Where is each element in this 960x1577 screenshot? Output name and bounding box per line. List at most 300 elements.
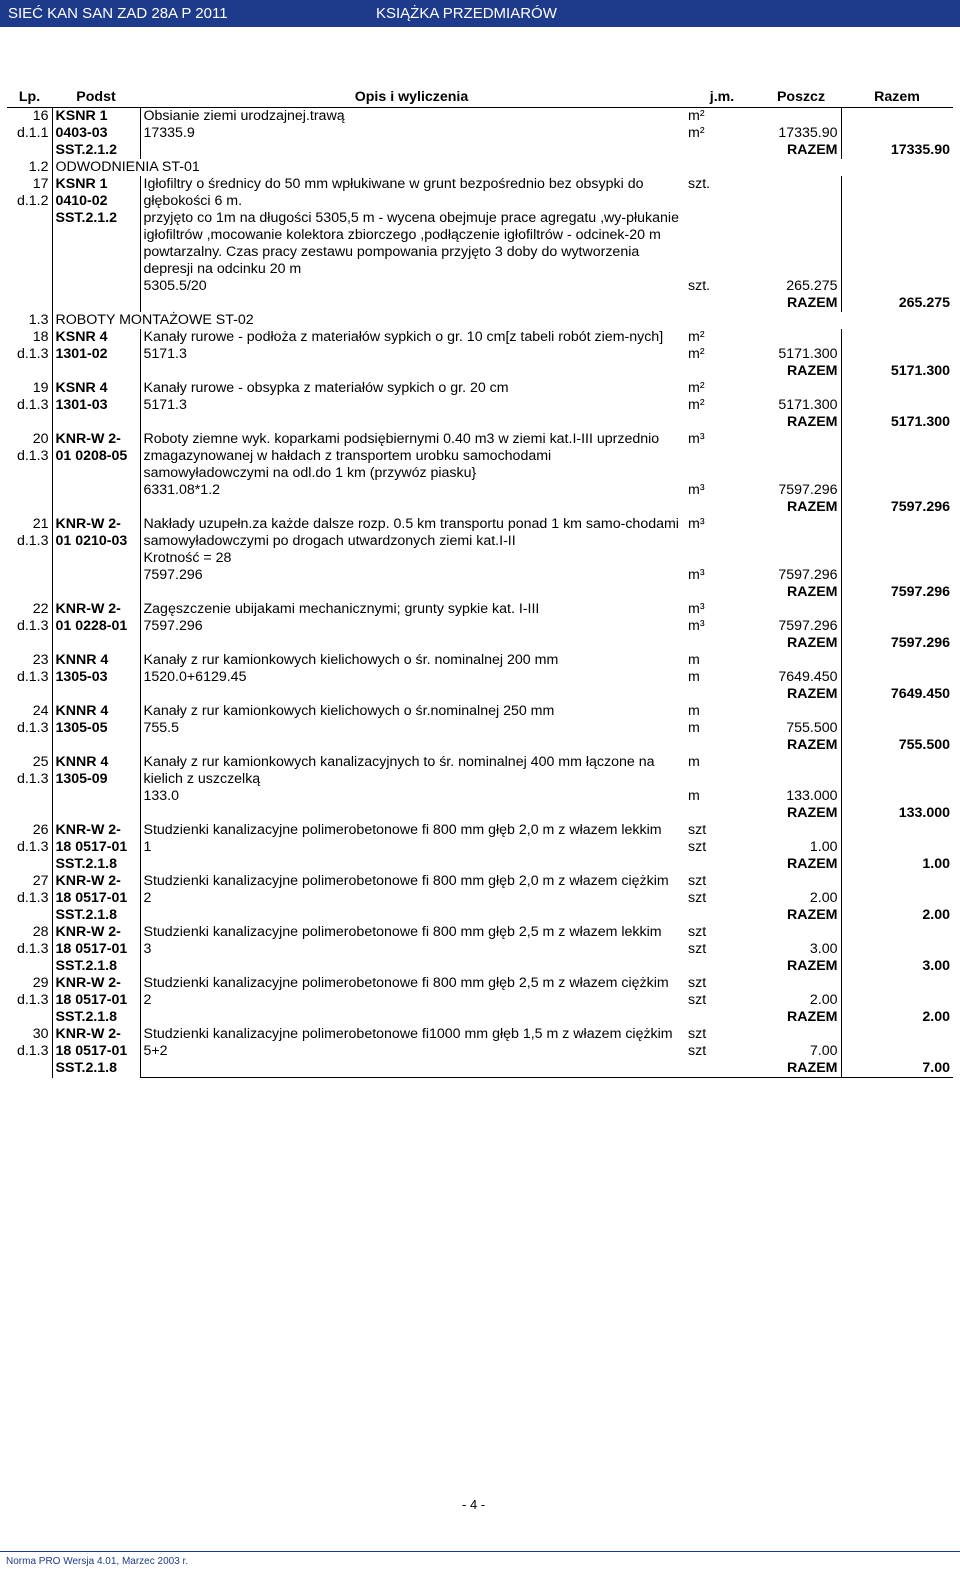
table-header [7,87,953,108]
desc-cell [140,329,683,346]
section-row [7,159,953,176]
calc-cell: 7597.296 [143,618,203,634]
empty-cell [841,482,953,499]
col-lp: Lp. [7,87,52,108]
poszcz-cell: 7597.296 [778,482,838,498]
podst-cell-line: 18 0517-01 [55,890,128,906]
footer-bar [0,1551,960,1567]
empty-cell [140,856,761,873]
section-number: 1.3 [7,312,52,329]
razem-row [7,414,953,431]
empty-cell [841,839,953,856]
calc-unit-cell: szt [688,839,707,855]
empty-cell [761,431,841,482]
section-title: ODWODNIENIA ST-01 [55,159,200,175]
desc-cell-line: Studzienki kanalizacyjne polimerobetonowe fi 800 mm głęb 2,0 m z włazem ciężkim [143,873,669,889]
lp-cell [7,431,52,516]
table-row [7,516,953,567]
podst-cell-line: 01 0210-03 [55,533,128,549]
poszcz-cell: 7.00 [809,1043,838,1059]
calc-row [7,839,953,856]
razem-label: RAZEM [787,414,838,430]
podst-cell [52,380,140,431]
podst-cell-line: KNR-W 2- [55,873,121,889]
razem-value: 7597.296 [841,499,953,516]
lp-cell-line: 22 [32,601,49,617]
table-row [7,975,953,992]
razem-row [7,1009,953,1026]
empty-cell [761,975,841,992]
lp-cell [7,873,52,924]
empty-cell [761,873,841,890]
unit-cell: szt [688,924,707,940]
lp-cell-line: d.1.3 [16,890,49,906]
podst-cell-line: KSNR 1 [55,176,108,192]
section-row [7,312,953,329]
empty-cell [841,125,953,142]
unit-cell: szt [688,873,707,889]
podst-cell-line: KNNR 4 [55,754,109,770]
podst-cell-line: 1305-03 [55,669,108,685]
desc-cell-line: Nakłady uzupełn.za każde dalsze rozp. 0.5 km transportu ponad 1 km samo-chodami samowyładowczymi po drogach utwardzonych ziemi kat.I-II [143,516,679,549]
desc-cell-line: przyjęto co 1m na długości 5305,5 m - wycena obejmuje prace agregatu ,wy-płukanie igłofiltrów ,mocowanie kolektora zbiorczego ,podłączenie igłofiltrów - odcinek-20 m powtarzalny. Czas pracy zestawu pompowania przyjęto 3 doby do wytworzenia depresji na odcinku 20 m [143,210,679,277]
razem-label: RAZEM [787,1009,838,1025]
razem-row [7,686,953,703]
calc-unit-cell: szt [688,941,707,957]
lp-cell [7,822,52,873]
razem-label: RAZEM [787,958,838,974]
lp-cell [7,652,52,703]
calc-unit-cell: szt [688,992,707,1008]
empty-cell [761,176,841,278]
empty-cell [761,329,841,346]
lp-cell-line: 23 [32,652,49,668]
podst-cell-line: 18 0517-01 [55,992,128,1008]
empty-cell [841,601,953,618]
lp-cell-line: d.1.3 [16,771,49,787]
table-row [7,924,953,941]
poszcz-cell: 2.00 [809,992,838,1008]
empty-cell [140,142,761,159]
lp-cell [7,601,52,652]
empty-cell [761,601,841,618]
lp-cell-line: 25 [32,754,49,770]
calc-cell: 5305.5/20 [143,278,207,294]
lp-cell-line: d.1.3 [16,533,49,549]
calc-cell: 3 [143,941,152,957]
podst-cell-line: KNNR 4 [55,652,109,668]
podst-cell [52,431,140,516]
lp-cell-line: d.1.1 [16,125,49,141]
desc-cell-line: Kanały rurowe - podłoża z materiałów sypkich o gr. 10 cm[z tabeli robót ziem-nych] [143,329,664,345]
page-header [0,0,960,27]
podst-cell-line: SST.2.1.8 [55,1009,118,1025]
podst-cell [52,516,140,601]
empty-cell [140,958,761,975]
razem-value: 133.000 [841,805,953,822]
calc-unit-cell: m³ [688,482,705,498]
lp-cell [7,1026,52,1078]
desc-cell [140,176,683,278]
calc-row [7,567,953,584]
lp-cell [7,176,52,312]
razem-value: 5171.300 [841,363,953,380]
calc-cell: 1520.0+6129.45 [143,669,247,685]
podst-cell-line: KSNR 4 [55,380,108,396]
lp-cell [7,975,52,1026]
razem-label: RAZEM [787,363,838,379]
lp-cell-line: 21 [32,516,49,532]
razem-value: 2.00 [841,907,953,924]
razem-row [7,295,953,312]
lp-cell [7,108,52,160]
poszcz-cell: 7649.450 [778,669,838,685]
table-row [7,329,953,346]
podst-cell-line: 0403-03 [55,125,108,141]
lp-cell-line: d.1.3 [16,448,49,464]
section-title: ROBOTY MONTAŻOWE ST-02 [55,312,254,328]
podst-cell-line: KNR-W 2- [55,924,121,940]
unit-cell: m³ [688,431,705,447]
page-number: - 4 - [462,1497,486,1512]
razem-value: 7597.296 [841,584,953,601]
empty-cell [841,397,953,414]
calc-row [7,1043,953,1060]
podst-cell-line: KNR-W 2- [55,975,121,991]
empty-cell [140,499,761,516]
desc-cell [140,873,683,890]
header-left: SIEĆ KAN SAN ZAD 28A P 2011 [8,5,228,22]
podst-cell [52,329,140,380]
razem-value: 17335.90 [841,142,953,159]
desc-cell [140,754,683,788]
desc-cell-line: Krotność = 28 [143,550,232,566]
podst-cell-line: 18 0517-01 [55,941,128,957]
lp-cell-line: 20 [32,431,49,447]
razem-value: 5171.300 [841,414,953,431]
razem-label: RAZEM [787,907,838,923]
empty-cell [841,329,953,346]
razem-row [7,635,953,652]
empty-cell [841,669,953,686]
lp-cell-line: 19 [32,380,49,396]
razem-row [7,907,953,924]
lp-cell-line: 17 [32,176,49,192]
desc-cell [140,516,683,567]
unit-cell: m [688,703,700,719]
calc-cell: 2 [143,992,152,1008]
empty-cell [841,567,953,584]
calc-unit-cell: szt [688,890,707,906]
col-jm: j.m. [683,87,761,108]
desc-cell-line: Igłofiltry o średnicy do 50 mm wpłukiwane w grunt bezpośrednio bez obsypki do głębokości 6 m. [143,176,644,209]
podst-cell [52,924,140,975]
calc-cell: 17335.9 [143,125,195,141]
table-row [7,176,953,278]
calc-cell: 5171.3 [143,397,187,413]
empty-cell [761,652,841,669]
desc-cell-line: Roboty ziemne wyk. koparkami podsiębiernymi 0.40 m3 w ziemi kat.I-III uprzednio zmagazynowanej w hałdach z transportem urobku samochodami samowyładowczymi na odl.do 1 km (przywóz piasku} [143,431,660,481]
calc-cell: 6331.08*1.2 [143,482,221,498]
podst-cell-line: SST.2.1.8 [55,1060,118,1076]
podst-cell-line: KSNR 1 [55,108,108,124]
table-row [7,822,953,839]
desc-cell [140,601,683,618]
podst-cell-line: SST.2.1.8 [55,958,118,974]
table-row [7,380,953,397]
empty-cell [841,652,953,669]
razem-label: RAZEM [787,856,838,872]
calc-row [7,992,953,1009]
lp-cell-line: 26 [32,822,49,838]
podst-cell-line: 0410-02 [55,193,108,209]
lp-cell [7,380,52,431]
desc-cell-line: Obsianie ziemi urodzajnej.trawą [143,108,345,124]
table-row [7,431,953,482]
unit-cell: m³ [688,601,705,617]
calc-unit-cell: szt [688,1043,707,1059]
empty-cell [140,635,761,652]
lp-cell-line: 18 [32,329,49,345]
calc-unit-cell: m³ [688,618,705,634]
desc-cell-line: Kanały rurowe - obsypka z materiałów sypkich o gr. 20 cm [143,380,509,396]
calc-unit-cell: m² [688,397,705,413]
calc-unit-cell: m² [688,346,705,362]
poszcz-cell: 5171.300 [778,397,838,413]
empty-cell [140,686,761,703]
razem-label: RAZEM [787,635,838,651]
desc-cell-line: Studzienki kanalizacyjne polimerobetonowe fi1000 mm głęb 1,5 m z włazem ciężkim [143,1026,673,1042]
empty-cell [140,737,761,754]
lp-cell-line: d.1.2 [16,193,49,209]
razem-label: RAZEM [761,1060,841,1078]
podst-cell-line: SST.2.1.2 [55,142,118,158]
lp-cell [7,516,52,601]
calc-row [7,125,953,142]
poszcz-cell: 7597.296 [778,618,838,634]
desc-cell [140,703,683,720]
lp-cell-line: 24 [32,703,49,719]
podst-cell [52,1026,140,1078]
lp-cell-line: 30 [32,1026,49,1042]
lp-cell-line: d.1.3 [16,941,49,957]
table-row [7,601,953,618]
desc-cell-line: Studzienki kanalizacyjne polimerobetonowe fi 800 mm głęb 2,5 m z włazem lekkim [143,924,662,940]
poszcz-cell: 755.500 [786,720,838,736]
lp-cell [7,329,52,380]
empty-cell [140,414,761,431]
razem-value: 265.275 [841,295,953,312]
razem-label: RAZEM [787,499,838,515]
lp-cell-line: d.1.3 [16,1043,49,1059]
desc-cell [140,924,683,941]
podst-cell-line: 18 0517-01 [55,839,128,855]
empty-cell [761,924,841,941]
lp-cell-line: 28 [32,924,49,940]
table-row [7,108,953,126]
section-number: 1.2 [7,159,52,176]
poszcz-cell: 7597.296 [778,567,838,583]
empty-cell [841,516,953,567]
razem-row [7,584,953,601]
poszcz-cell: 3.00 [809,941,838,957]
desc-cell [140,380,683,397]
poszcz-cell: 133.000 [786,788,838,804]
table-row [7,873,953,890]
unit-cell: szt. [688,176,711,192]
desc-cell [140,652,683,669]
unit-cell: m² [688,380,705,396]
podst-cell-line: KNR-W 2- [55,431,121,447]
empty-cell [841,346,953,363]
empty-cell [140,907,761,924]
unit-cell: m² [688,108,705,124]
empty-cell [841,618,953,635]
desc-cell-line: Studzienki kanalizacyjne polimerobetonowe fi 800 mm głęb 2,0 m z włazem lekkim [143,822,662,838]
empty-cell [841,176,953,278]
calc-row [7,788,953,805]
calc-unit-cell: m [688,669,700,685]
lp-cell [7,703,52,754]
empty-cell [841,431,953,482]
razem-row [7,142,953,159]
empty-cell [140,363,761,380]
calc-cell: 5171.3 [143,346,187,362]
unit-cell: m³ [688,516,705,532]
table-row [7,652,953,669]
desc-cell-line: Kanały z rur kamionkowych kielichowych o śr. nominalnej 200 mm [143,652,559,668]
calc-row [7,346,953,363]
razem-label: RAZEM [787,737,838,753]
col-podst: Podst [52,87,140,108]
razem-row [7,737,953,754]
col-razem: Razem [841,87,953,108]
podst-cell [52,822,140,873]
empty-cell [761,1026,841,1043]
empty-cell [841,720,953,737]
razem-value: 3.00 [841,958,953,975]
empty-cell [140,805,761,822]
lp-cell-line: 16 [32,108,49,124]
razem-label: RAZEM [787,142,838,158]
table-row [7,1026,953,1043]
podst-cell-line: 01 0228-01 [55,618,128,634]
empty-cell [841,822,953,839]
razem-row [7,856,953,873]
desc-cell-line: Studzienki kanalizacyjne polimerobetonowe fi 800 mm głęb 2,5 m z włazem ciężkim [143,975,669,991]
calc-row [7,482,953,499]
lp-cell-line: d.1.3 [16,397,49,413]
desc-cell-line: Kanały z rur kamionkowych kielichowych o śr.nominalnej 250 mm [143,703,555,719]
podst-cell-line: KNR-W 2- [55,822,121,838]
calc-unit-cell: m³ [688,567,705,583]
empty-cell [841,703,953,720]
razem-value: 7.00 [841,1060,953,1078]
lp-cell-line: d.1.3 [16,669,49,685]
unit-cell: m [688,652,700,668]
razem-value: 1.00 [841,856,953,873]
podst-cell-line: 1301-02 [55,346,108,362]
col-opis: Opis i wyliczenia [140,87,683,108]
lp-cell [7,754,52,822]
header-right: KSIĄŻKA PRZEDMIARÓW [376,5,557,22]
lp-cell-line: d.1.3 [16,720,49,736]
calc-cell: 5+2 [143,1043,168,1059]
empty-cell [841,975,953,992]
desc-cell [140,822,683,839]
podst-cell [52,873,140,924]
lp-cell [7,924,52,975]
razem-label: RAZEM [787,805,838,821]
podst-cell [52,601,140,652]
podst-cell-line: 1305-09 [55,771,108,787]
unit-cell: szt [688,975,707,991]
calc-cell: 755.5 [143,720,180,736]
calc-cell: 133.0 [143,788,180,804]
podst-cell-line: SST.2.1.8 [55,907,118,923]
empty-cell [841,890,953,907]
footer-text: Norma PRO Wersja 4.01, Marzec 2003 r. [6,1556,189,1567]
calc-row [7,278,953,295]
razem-value: 2.00 [841,1009,953,1026]
unit-cell: szt [688,1026,707,1042]
poszcz-cell: 265.275 [786,278,838,294]
empty-cell [761,703,841,720]
empty-cell [761,108,841,126]
desc-cell [140,975,683,992]
calc-row [7,618,953,635]
calc-unit-cell: m [688,720,700,736]
podst-cell [52,652,140,703]
poszcz-cell: 5171.300 [778,346,838,362]
lp-cell-line: 27 [32,873,49,889]
empty-cell [841,941,953,958]
podst-cell-line: 1301-03 [55,397,108,413]
podst-cell-line: KNR-W 2- [55,601,121,617]
podst-cell [52,975,140,1026]
col-poszcz: Poszcz [761,87,841,108]
empty-cell [140,1060,761,1078]
poszcz-cell: 2.00 [809,890,838,906]
podst-cell-line: KNNR 4 [55,703,109,719]
calc-cell: 1 [143,839,152,855]
desc-cell [140,108,683,126]
empty-cell [761,516,841,567]
podst-cell-line: 1305-05 [55,720,108,736]
calc-row [7,397,953,414]
razem-value: 755.500 [841,737,953,754]
empty-cell [841,1043,953,1060]
table-row [7,703,953,720]
calc-cell: 7597.296 [143,567,203,583]
lp-cell-line: 29 [32,975,49,991]
lp-cell-line: d.1.3 [16,618,49,634]
calc-row [7,669,953,686]
empty-cell [841,278,953,295]
empty-cell [841,380,953,397]
desc-cell [140,431,683,482]
desc-cell-line: Zagęszczenie ubijakami mechanicznymi; grunty sypkie kat. I-III [143,601,540,617]
lp-cell-line: d.1.3 [16,346,49,362]
razem-row [7,499,953,516]
empty-cell [841,924,953,941]
empty-cell [761,380,841,397]
razem-label: RAZEM [787,686,838,702]
razem-row [7,363,953,380]
podst-cell [52,754,140,822]
podst-cell-line: KNR-W 2- [55,1026,121,1042]
desc-cell-line: Kanały z rur kamionkowych kanalizacyjnych to śr. nominalnej 400 mm łączone na kielich z uszczelką [143,754,655,787]
